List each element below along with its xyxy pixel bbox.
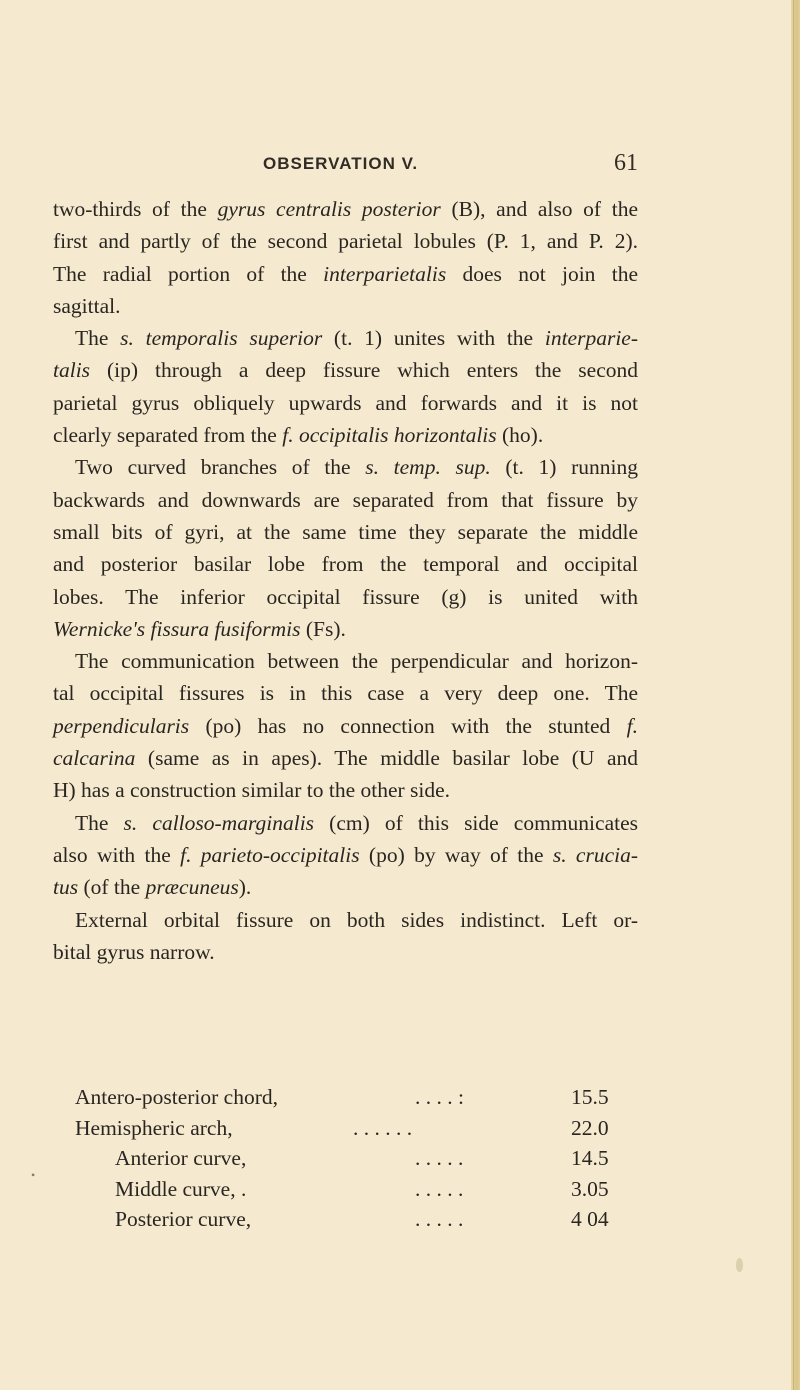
measurement-row bbox=[53, 1174, 638, 1205]
measurement-label: Antero-posterior chord, bbox=[75, 1085, 278, 1109]
text-line: sagittal. bbox=[53, 293, 121, 318]
text-line: The s. temporalis superior (t. 1) unites with the interparie- bbox=[75, 326, 638, 351]
measurement-value: 15.5 bbox=[571, 1085, 609, 1109]
measurement-label: Anterior curve, bbox=[115, 1146, 247, 1170]
text-line: The s. calloso-marginalis (cm) of this side communicates bbox=[75, 810, 638, 835]
text-line: bital gyrus narrow. bbox=[53, 939, 215, 964]
text-line: clearly separated from the f. occipitalis horizontalis (ho). bbox=[53, 423, 544, 448]
text-line: The communication between the perpendicular and horizon- bbox=[75, 649, 638, 674]
ink-smudge bbox=[736, 1258, 743, 1272]
measurement-label: Hemispheric arch, bbox=[75, 1115, 233, 1140]
text-line: talis (ip) through a deep fissure which enters the second bbox=[53, 358, 638, 383]
measurement-value: 14.5 bbox=[571, 1146, 609, 1170]
measurement-value: 22.0 bbox=[571, 1115, 609, 1140]
measurement-row bbox=[53, 1113, 638, 1144]
text-line: H) has a construction similar to the other side. bbox=[53, 778, 451, 803]
text-line: two-thirds of the gyrus centralis posterior (B), and also of the bbox=[53, 197, 639, 221]
text-line: tal occipital fissures is in this case a very deep one. The bbox=[53, 681, 638, 706]
text-line: parietal gyrus obliquely upwards and forwards and it is not bbox=[53, 390, 638, 415]
text-line: tus (of the præcuneus). bbox=[53, 875, 252, 900]
page-header bbox=[53, 150, 638, 180]
text-line: perpendicularis (po) has no connection with the stunted f. bbox=[53, 713, 638, 738]
text-line: small bits of gyri, at the same time they separate the middle bbox=[53, 519, 638, 544]
measurement-row bbox=[53, 1082, 638, 1113]
leader-dots: . . . . : bbox=[415, 1085, 464, 1109]
measurement-row bbox=[53, 1204, 638, 1235]
measurement-label: Middle curve, . bbox=[115, 1176, 247, 1201]
leader-dots: . . . . . bbox=[415, 1176, 464, 1201]
text-line: Two curved branches of the s. temp. sup. (t. 1) running bbox=[75, 455, 638, 480]
measurement-value: 4 04 bbox=[571, 1207, 609, 1231]
page-edge bbox=[791, 0, 800, 1390]
text-line: External orbital fissure on both sides indistinct. Left or- bbox=[75, 907, 638, 932]
leader-dots: . . . . . bbox=[415, 1207, 464, 1231]
body-text bbox=[53, 193, 638, 968]
text-line: Wernicke's fissura fusiformis (Fs). bbox=[53, 616, 346, 641]
text-line: also with the f. parieto-occipitalis (po) by way of the s. crucia- bbox=[53, 842, 639, 867]
measurements-table bbox=[53, 1082, 638, 1235]
text-line: calcarina (same as in apes). The middle basilar lobe (U and bbox=[53, 746, 638, 771]
measurement-value: 3.05 bbox=[571, 1176, 609, 1201]
measurement-row bbox=[53, 1143, 638, 1174]
text-line: The radial portion of the interparietalis does not join the bbox=[53, 261, 638, 286]
text-line: and posterior basilar lobe from the temporal and occipital bbox=[53, 552, 638, 577]
leader-dots: . . . . . bbox=[415, 1146, 464, 1170]
text-line: first and partly of the second parietal lobules (P. 1, and P. 2). bbox=[53, 229, 638, 254]
text-line: backwards and downwards are separated from that fissure by bbox=[53, 487, 638, 512]
measurement-label: Posterior curve, bbox=[115, 1207, 252, 1231]
stray-mark: • bbox=[31, 1168, 36, 1182]
text-line: lobes. The inferior occipital fissure (g) is united with bbox=[53, 584, 638, 609]
running-head: OBSERVATION V. bbox=[263, 154, 419, 173]
page-number: 61 bbox=[614, 150, 638, 176]
leader-dots: . . . . . . bbox=[353, 1115, 413, 1140]
